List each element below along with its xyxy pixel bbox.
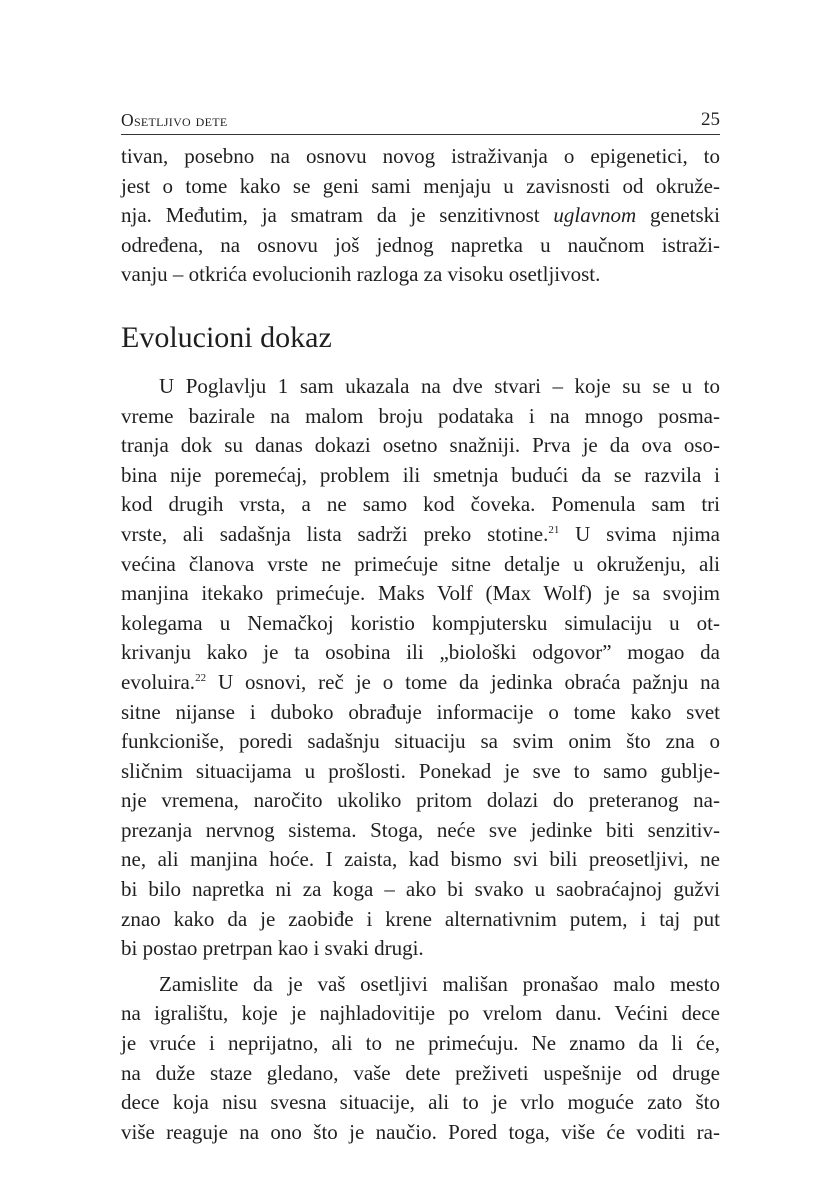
text-line: sitne nijanse i duboko obrađuje informacije o tome kako svet [121, 699, 720, 724]
text-line: kod drugih vrsta, a ne samo kod čoveka. Pomenula sam tri [121, 492, 720, 517]
footnote-ref[interactable]: 22 [195, 671, 207, 684]
intro-paragraph [121, 142, 720, 290]
text-line: manjina itekako primećuje. Maks Volf (Max Wolf) je sa svojim [121, 581, 720, 606]
text-span: nja. Međutim, ja smatram da je senzitivnost [121, 203, 554, 228]
footnote-ref[interactable]: 21 [548, 523, 560, 536]
text-line [121, 668, 720, 698]
text-line: sličnim situacijama u prošlosti. Ponekad je sve to samo gublje- [121, 758, 720, 783]
body-text [121, 142, 720, 1147]
text-span: U svima njima [559, 521, 720, 546]
text-span: evoluira. [121, 669, 196, 694]
text-line: bi bilo napretka ni za koga – ako bi svako u saobraćajnoj gužvi [121, 877, 720, 902]
paragraph-2 [121, 970, 720, 1148]
text-line: kolegama u Nemačkoj koristio kompjutersku simulaciju u ot- [121, 610, 720, 635]
text-line: vanju – otkrića evolucionih razloga za visoku osetljivost. [121, 262, 601, 287]
text-line [121, 201, 720, 231]
section-heading: Evolucioni dokaz [121, 320, 332, 354]
text-line: ne, ali manjina hoće. I zaista, kad bismo svi bili preosetljivi, ne [121, 847, 720, 872]
text-line: vreme bazirale na malom broju podataka i na mnogo posma- [121, 403, 720, 428]
text-line [121, 520, 720, 550]
text-line: većina članova vrste ne primećuje sitne detalje u okruženju, ali [121, 551, 720, 576]
text-line: jest o tome kako se geni sami menjaju u zavisnosti od okruže- [121, 173, 720, 198]
text-line: na duže staze gledano, vaše dete preživeti uspešnije od druge [121, 1060, 720, 1085]
text-line: tranja dok su danas dokazi osetno snažniji. Prva je da ova oso- [121, 433, 720, 458]
text-line: nje vremena, naročito ukoliko pritom dolazi do preteranog na- [121, 788, 720, 813]
text-line: prezanja nervnog sistema. Stoga, neće sve jedinke biti senzitiv- [121, 817, 720, 842]
text-span: vrste, ali sadašnja lista sadrži preko stotine. [121, 521, 549, 546]
text-line: dece koja nisu svesna situacije, ali to je vrlo moguće zato što [121, 1090, 720, 1115]
text-line: krivanju kako je ta osobina ili „biološki odgovor” mogao da [121, 640, 720, 665]
text-line: funkcioniše, poredi sadašnju situaciju sa svim onim što zna o [121, 729, 720, 754]
text-line: određena, na osnovu još jednog napretka u naučnom istraži- [121, 232, 720, 257]
text-line: U Poglavlju 1 sam ukazala na dve stvari – koje su se u to [159, 373, 720, 398]
page-number: 25 [701, 109, 720, 130]
text-line: bi postao pretrpan kao i svaki drugi. [121, 936, 424, 961]
text-span: genetski [636, 203, 721, 228]
text-line: Zamislite da je vaš osetljivi mališan pronašao malo mesto [159, 971, 720, 996]
text-line: je vruće i neprijatno, ali to ne primećuju. Ne znamo da li će, [121, 1031, 720, 1056]
text-span: U osnovi, reč je o tome da jedinka obraća pažnju na [206, 669, 720, 694]
running-title: Osetljivo dete [121, 110, 228, 130]
paragraph-1 [121, 372, 720, 964]
running-header [121, 106, 720, 135]
text-line: više reaguje na ono što je naučio. Pored toga, više će voditi ra- [121, 1119, 720, 1144]
text-line: bina nije poremećaj, problem ili smetnja budući da se razvila i [121, 462, 720, 487]
text-line: znao kako da je zaobiđe i krene alternativnim putem, i taj put [121, 906, 720, 931]
emphasis-text: uglavnom [553, 203, 637, 228]
text-line: tivan, posebno na osnovu novog istraživanja o epigenetici, to [121, 144, 720, 168]
text-line: na igralištu, koje je najhladovitije po vrelom danu. Većini dece [121, 1001, 720, 1026]
